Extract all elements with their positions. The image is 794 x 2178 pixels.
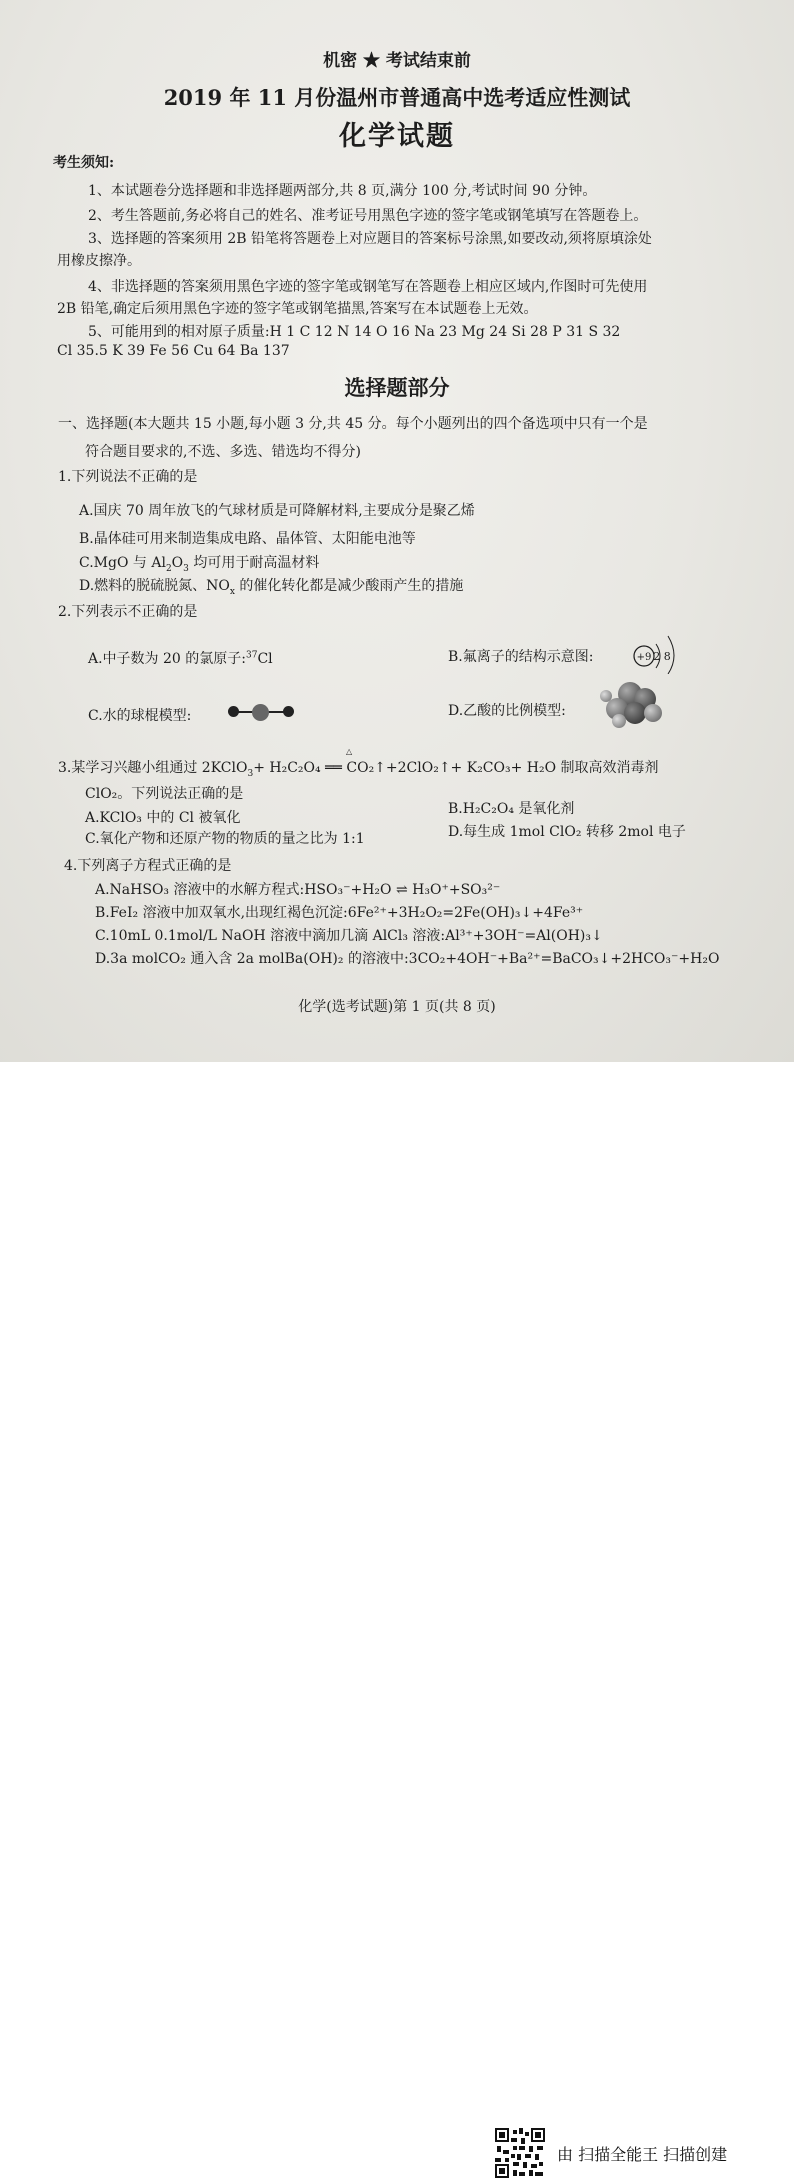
q3-option-a: A.KClO₃ 中的 Cl 被氧化	[85, 810, 241, 826]
svg-text:+9: +9	[636, 652, 652, 663]
shell-electrons: 2 8	[653, 650, 671, 663]
section-title: 选择题部分	[344, 375, 450, 400]
notice-item: 1、本试题卷分选择题和非选择题两部分,共 8 页,满分 100 分,考试时间 90 分钟。	[88, 183, 597, 199]
notice-item: 2、考生答题前,务必将自己的姓名、准考证号用黑色字迹的签字笔或钢笔填写在答题卷上。	[88, 208, 648, 224]
q1-option-b: B.晶体硅可用来制造集成电路、晶体管、太阳能电池等	[79, 531, 416, 547]
notice-item: Cl 35.5 K 39 Fe 56 Cu 64 Ba 137	[57, 343, 290, 359]
q2-stem: 2.下列表示不正确的是	[58, 604, 198, 620]
qr-code-icon	[495, 2128, 545, 2178]
fluoride-ion-diagram	[632, 630, 692, 674]
notice-item: 用橡皮擦净。	[57, 253, 141, 269]
exam-title: 2019 年 11 月份温州市普通高中选考适应性测试	[163, 85, 631, 110]
q4-stem: 4.下列离子方程式正确的是	[64, 858, 232, 874]
scan-watermark-text: 由 扫描全能王 扫描创建	[557, 2145, 728, 2164]
q2-option-c: C.水的球棍模型:	[88, 708, 192, 724]
q3-option-d: D.每生成 1mol ClO₂ 转移 2mol 电子	[448, 824, 686, 840]
acetic-acid-space-filling-model	[600, 680, 666, 730]
q3-option-c: C.氧化产物和还原产物的物质的量之比为 1:1	[85, 831, 365, 847]
subject-title: 化学试题	[339, 121, 455, 152]
q1-option-a: A.国庆 70 周年放飞的气球材质是可降解材料,主要成分是聚乙烯	[79, 503, 475, 519]
notice-item: 5、可能用到的相对原子质量:H 1 C 12 N 14 O 16 Na 23 Mg 24 Si 28 P 31 S 32	[88, 324, 621, 340]
page-footer: 化学(选考试题)第 1 页(共 8 页)	[298, 999, 496, 1015]
q4-option-b: B.FeI₂ 溶液中加双氧水,出现红褐色沉淀:6Fe²⁺+3H₂O₂=2Fe(OH)₃↓+4Fe³⁺	[95, 905, 584, 921]
q3-line1: 3.某学习兴趣小组通过 2KClO$_3$+ H₂C₂O₄ ══ CO₂↑+2ClO₂↑+ K₂CO₃+ H₂O 制取高效消毒剂	[58, 760, 659, 779]
notice-heading: 考生须知:	[53, 155, 115, 171]
exam-page	[0, 0, 794, 1062]
oxygen-atom	[252, 704, 269, 721]
water-ball-stick-model	[228, 704, 294, 720]
q1-option-d: D.燃料的脱硫脱氮、$NO_x$ 的催化转化都是减少酸雨产生的措施	[79, 578, 464, 597]
q4-option-a: A.NaHSO₃ 溶液中的水解方程式:HSO₃⁻+H₂O ⇌ H₃O⁺+SO₃²⁻	[95, 882, 501, 898]
notice-item: 4、非选择题的答案须用黑色字迹的签字笔或钢笔写在答题卷上相应区域内,作图时可先使用	[88, 279, 648, 295]
q2-option-b: B.氟离子的结构示意图:	[448, 649, 594, 665]
q2-option-a: A.中子数为 20 的氯原子:$^{37}$Cl	[88, 650, 273, 667]
q1-option-c: C.MgO 与 $Al_2O_3$ 均可用于耐高温材料	[79, 555, 320, 574]
hydrogen-atom	[283, 706, 294, 717]
confidential-label: 机密 ★ 考试结束前	[323, 51, 471, 71]
q3-option-b: B.H₂C₂O₄ 是氧化剂	[448, 801, 575, 817]
reaction-condition-heat: △	[346, 747, 353, 756]
notice-item: 2B 铅笔,确定后须用黑色字迹的签字笔或钢笔描黑,答案写在本试题卷上无效。	[57, 301, 538, 317]
scan-watermark-bar	[0, 1062, 794, 2164]
q4-option-c: C.10mL 0.1mol/L NaOH 溶液中滴加几滴 AlCl₃ 溶液:Al³⁺+3OH⁻=Al(OH)₃↓	[95, 928, 603, 944]
notice-item: 3、选择题的答案须用 2B 铅笔将答题卷上对应题目的答案标号涂黑,如要改动,须将原填涂处	[88, 231, 652, 247]
q4-option-d: D.3a molCO₂ 通入含 2a molBa(OH)₂ 的溶液中:3CO₂+4OH⁻+Ba²⁺=BaCO₃↓+2HCO₃⁻+H₂O	[95, 951, 720, 967]
part-instructions: 一、选择题(本大题共 15 小题,每小题 3 分,共 45 分。每个小题列出的四个备选项中只有一个是	[58, 416, 648, 432]
q1-stem: 1.下列说法不正确的是	[58, 469, 198, 485]
hydrogen-atom	[228, 706, 239, 717]
q2-option-d: D.乙酸的比例模型:	[448, 703, 566, 719]
part-instructions-cont: 符合题目要求的,不选、多选、错选均不得分)	[85, 444, 361, 460]
q3-line2: ClO₂。下列说法正确的是	[85, 786, 244, 802]
